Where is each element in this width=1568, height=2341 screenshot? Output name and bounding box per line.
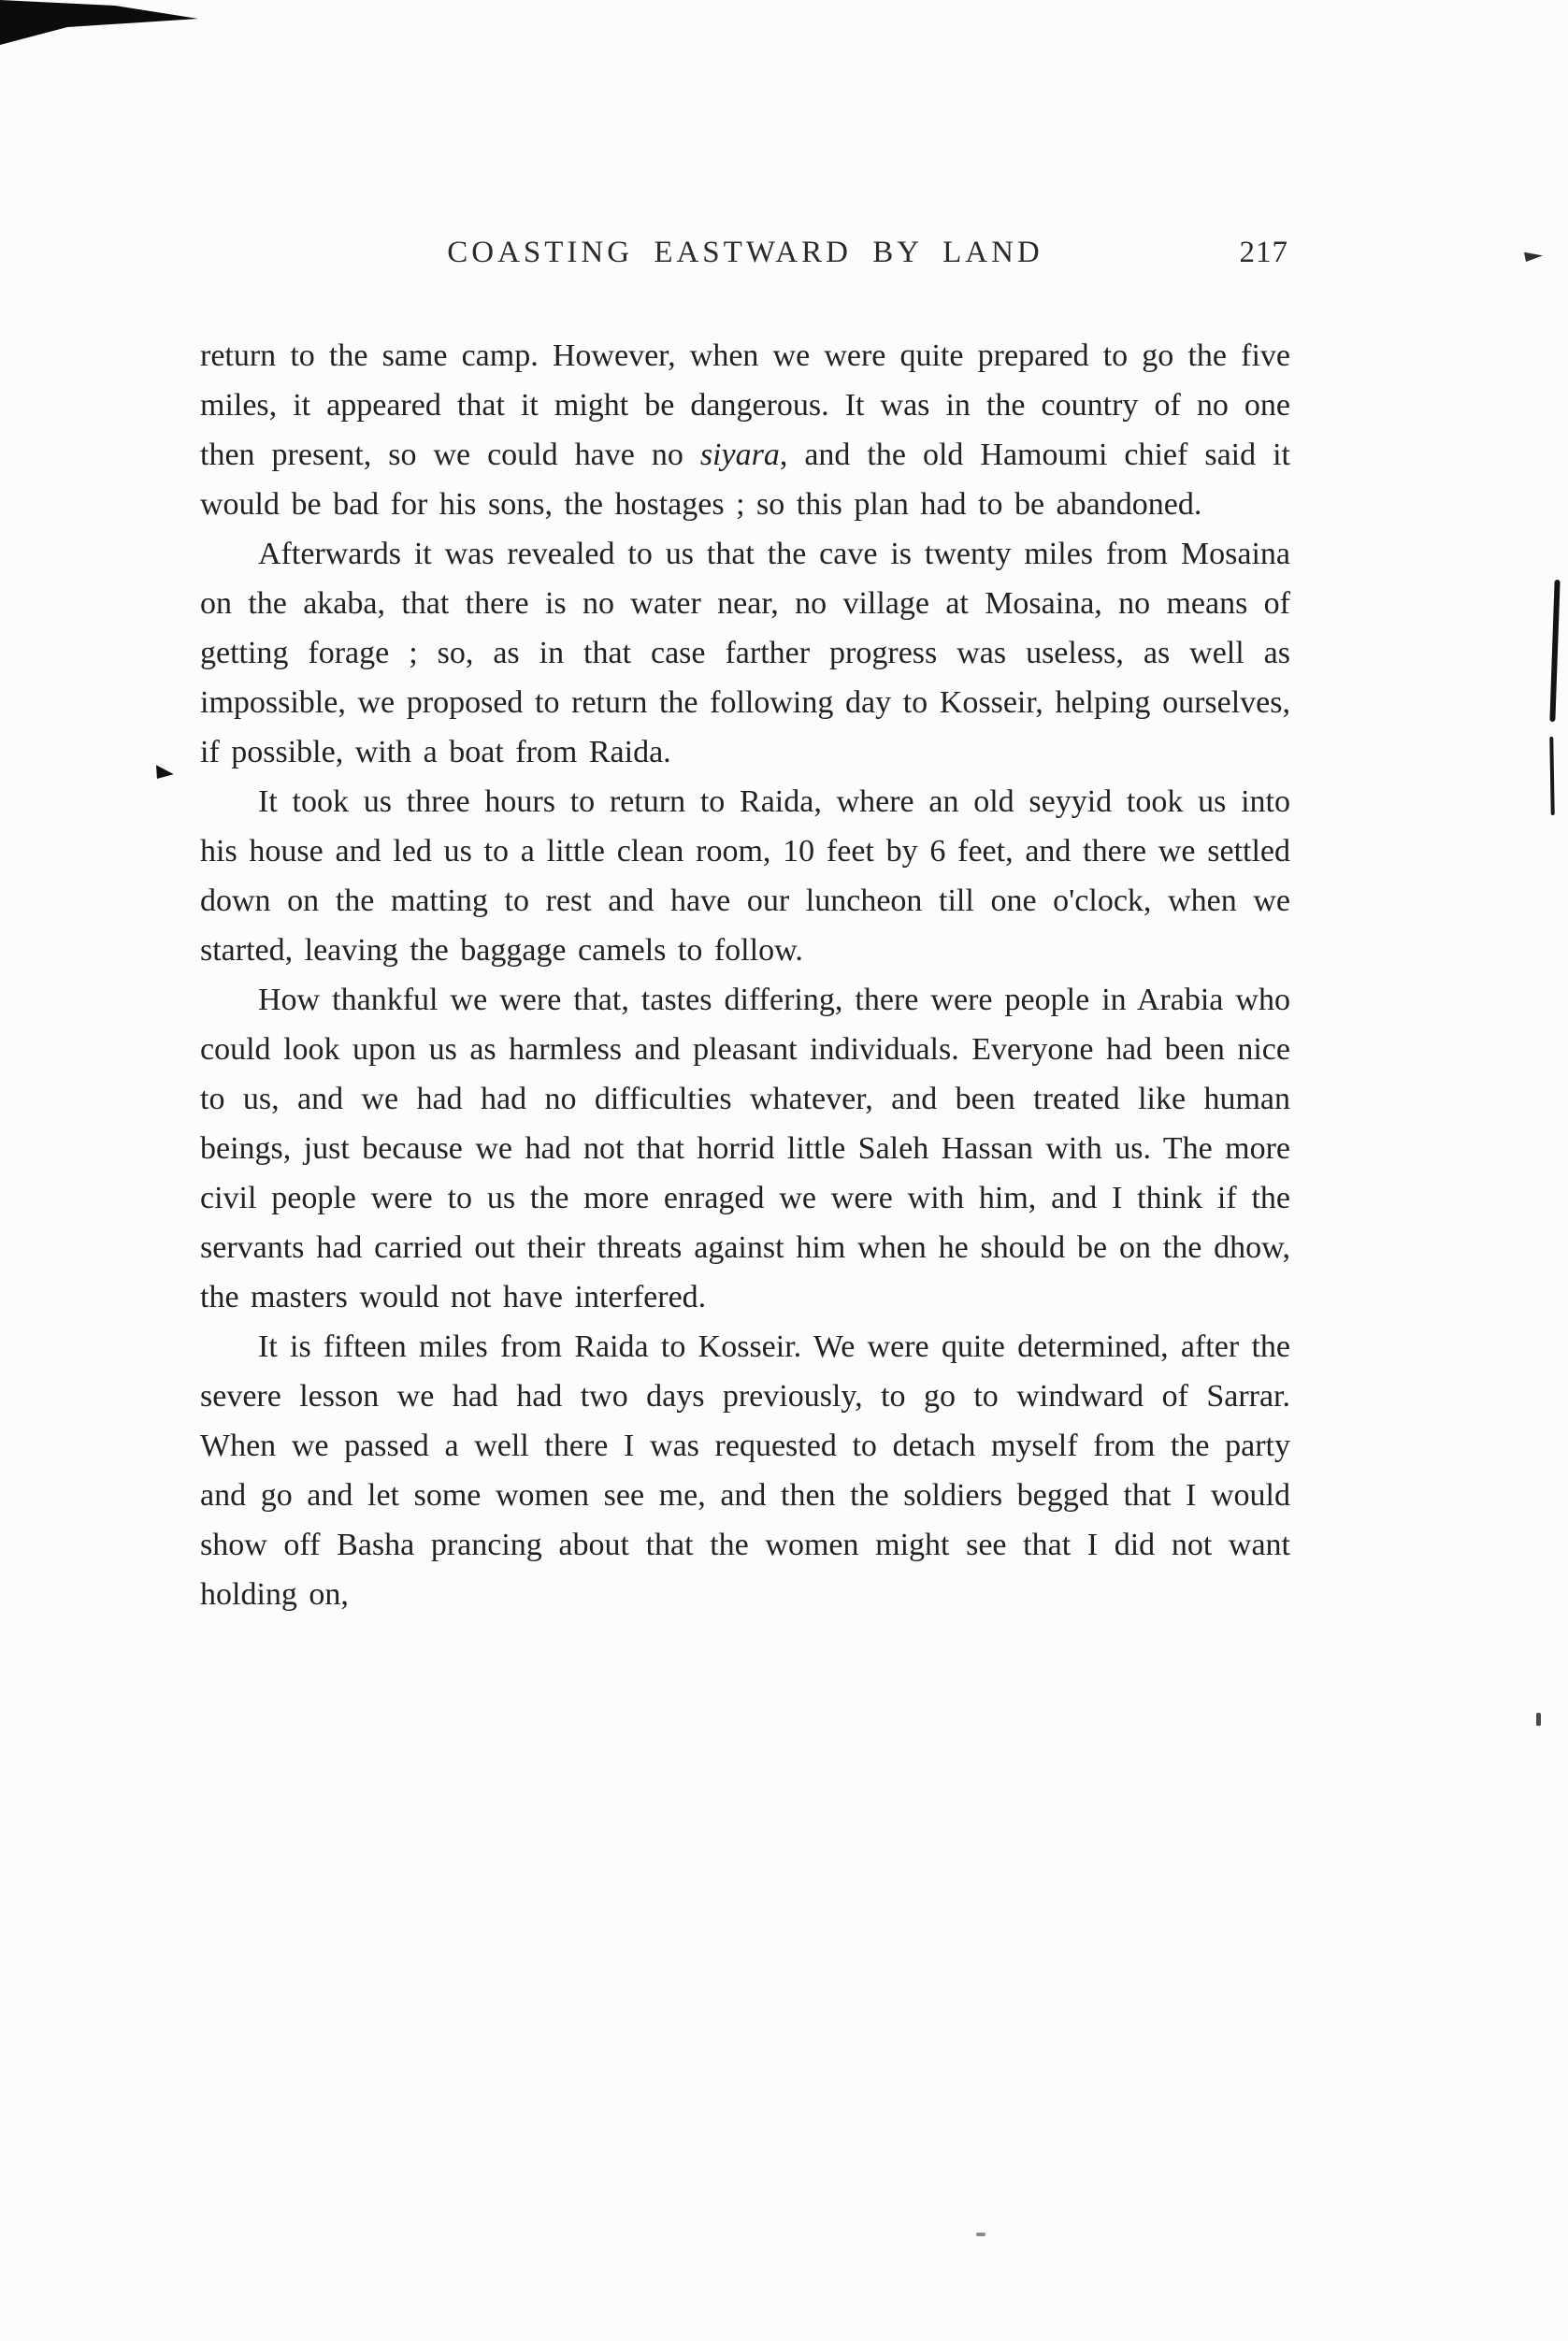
paragraph bbox=[200, 529, 1290, 777]
text-segment: return to the same camp. However, when we were quite prepared to go the five miles, it appeared that it might be dangerous. It was in the country of no one then present, so we could have no bbox=[200, 338, 1290, 472]
text-segment: , and the old Hamoumi chief said it would be bad for his sons, the hostages ; so this plan had to be abandoned. bbox=[200, 438, 1290, 522]
italic-text: siyara bbox=[699, 438, 780, 472]
scan-artifact-corner-mark bbox=[0, 0, 198, 47]
running-title: COASTING EASTWARD BY LAND bbox=[447, 236, 1043, 269]
scan-artifact-edge-stroke bbox=[1549, 580, 1560, 722]
page-content bbox=[200, 236, 1290, 1619]
page-header bbox=[200, 236, 1290, 277]
page-body bbox=[200, 331, 1290, 1619]
page-number: 217 bbox=[1239, 236, 1288, 269]
text-segment: Afterwards it was revealed to us that the cave is twenty miles from Mosaina on the akaba, that there is no water near, no village at Mosaina, no means of getting forage ; so, as in that case farther progress was useless, as well as impossible, we proposed to return the following day to Kosseir, helping ourselves, if possible, with a boat from Raida. bbox=[200, 537, 1290, 769]
scan-artifact-speck bbox=[976, 2233, 985, 2236]
text-segment: How thankful we were that, tastes differing, there were people in Arabia who could look upon us as harmless and pleasant individuals. Everyone had been nice to us, and we had had no difficulties whatever, and been treated like human beings, just because we had not that horrid little Saleh Hassan with us. The more civil people were to us the more enraged we were with him, and I think if the servants had carried out their threats against him when he should be on the dhow, the masters would not have interfered. bbox=[200, 983, 1290, 1314]
paragraph bbox=[200, 331, 1290, 529]
scan-artifact-speck bbox=[1536, 1713, 1541, 1726]
text-segment: It took us three hours to return to Raida, where an old seyyid took us into his house and led us to a little clean room, 10 feet by 6 feet, and there we settled down on the matting to rest and have our luncheon till one o'clock, when we started, leaving the baggage camels to follow. bbox=[200, 784, 1290, 968]
scan-artifact-margin-arrow-icon bbox=[154, 764, 175, 782]
scan-artifact-tick-icon bbox=[1524, 251, 1543, 262]
paragraph bbox=[200, 975, 1290, 1322]
text-segment: It is fifteen miles from Raida to Kosseir. We were quite determined, after the severe lesson we had had two days previously, to go to windward of Sarrar. When we passed a well there I was requested to detach myself from the party and go and let some women see me, and then the soldiers begged that I would show off Basha prancing about that the women might see that I did not want holding on, bbox=[200, 1329, 1290, 1612]
paragraph bbox=[200, 1322, 1290, 1619]
scan-artifact-edge-stroke bbox=[1549, 737, 1554, 815]
paragraph bbox=[200, 777, 1290, 975]
